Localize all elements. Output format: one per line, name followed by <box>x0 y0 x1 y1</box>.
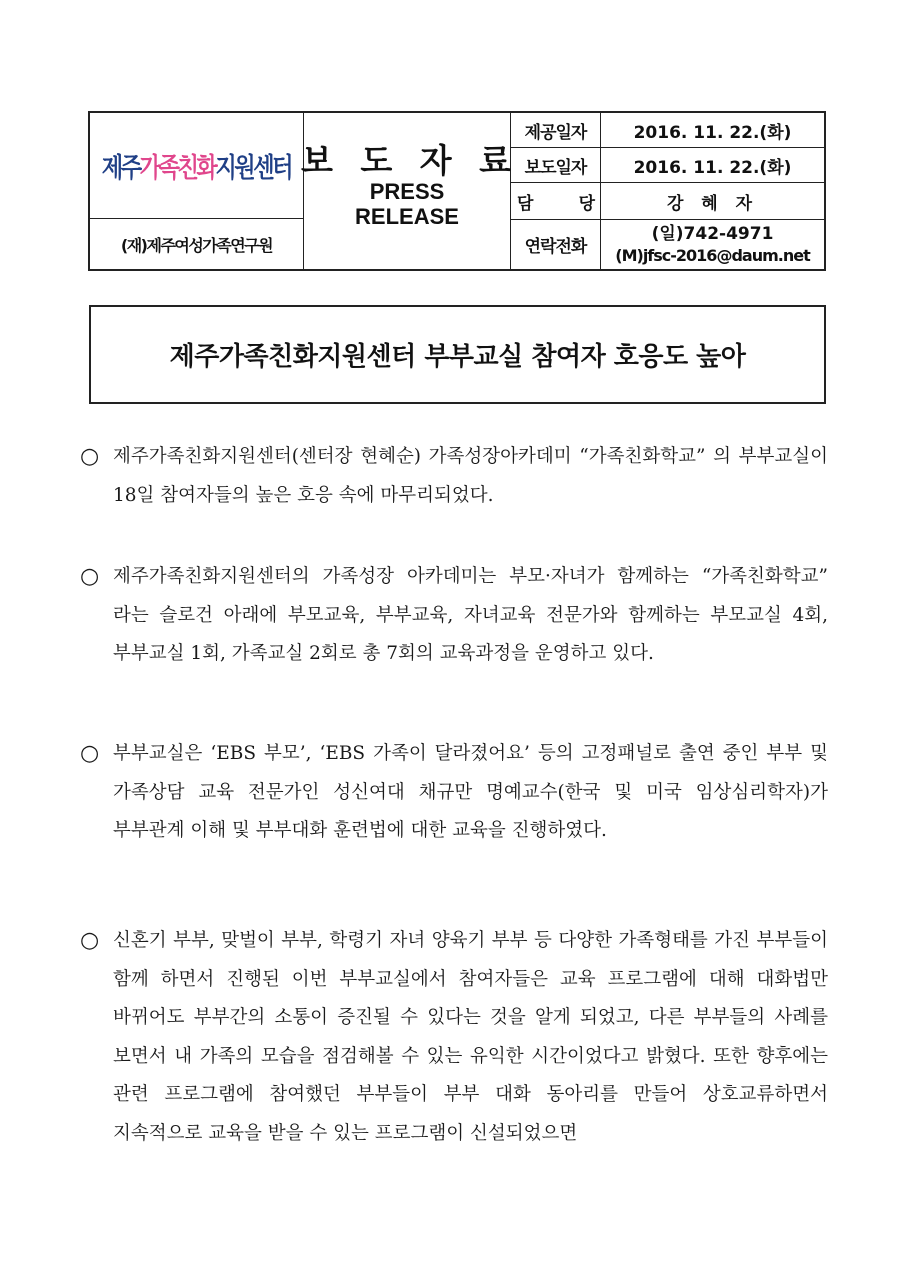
headline-box <box>89 305 826 404</box>
paragraph-3 <box>80 735 828 851</box>
phone-number: (일)742-4971 <box>651 223 774 244</box>
press-release-header-table <box>88 111 826 271</box>
organization-name: (재)제주여성가족연구원 <box>120 235 273 255</box>
headline: 제주가족친화지원센터 부부교실 참여자 호응도 높아 <box>169 342 746 372</box>
phone-label: 연락전화 <box>511 220 601 269</box>
paragraph-text: 부부교실은 ‘EBS 부모’, ‘EBS 가족이 달라졌어요’ 등의 고정패널로 출연 중인 부부 및 가족상담 교육 전문가인 성신여대 채규만 명예교수(한국 및 미국 임상심리학자)가 부부관계 이해 및 부부대화 훈련법에 대한 교육을 진행하였다. <box>113 743 828 841</box>
paragraph-text: 신혼기 부부, 맞벌이 부부, 학령기 자녀 양육기 부부 등 다양한 가족형태를 가진 부부들이 함께 하면서 진행된 이번 부부교실에서 참여자들은 교육 프로그램에 대해 대화법만 바뀌어도 부부간의 소통이 증진될 수 있다는 것을 알게 되었고, 다른 부부들의 사례를 보면서 내 가족의 모습을 점검해볼 수 있는 유익한 시간이었다고 밝혔다. 또한 향후에는 관련 프로그램에 참여했던 부부들이 부부 대화 동아리를 만들어 상호교류하면서 지속적으로 교육을 받을 수 있는 프로그램이 신설되었으면 <box>113 930 828 1144</box>
paragraph-1 <box>80 438 828 515</box>
provided-date-label: 제공일자 <box>511 113 601 148</box>
release-date-label: 보도일자 <box>511 148 601 183</box>
press-release-cell <box>301 113 519 269</box>
email-address[interactable]: (M)jfsc-2016@daum.net <box>615 245 810 265</box>
center-logo-cell <box>90 113 304 219</box>
center-logo <box>102 146 291 185</box>
contact-person-label <box>511 183 601 220</box>
circle-bullet-icon: ○ <box>80 928 100 953</box>
paragraph-4 <box>80 922 828 1153</box>
organization-cell <box>90 219 304 269</box>
contact-value <box>601 220 824 269</box>
circle-bullet-icon: ○ <box>80 741 100 766</box>
paragraph-2 <box>80 558 828 674</box>
press-release-korean: 보 도 자 료 <box>301 141 519 180</box>
press-release-english-2: RELEASE <box>355 204 459 229</box>
logo-part-family: 가족친화 <box>139 153 216 184</box>
circle-bullet-icon: ○ <box>80 564 100 589</box>
circle-bullet-icon: ○ <box>80 444 100 469</box>
press-release-english-1: PRESS <box>369 179 445 204</box>
contact-person-label-b: 당 <box>578 193 594 214</box>
provided-date-value: 2016. 11. 22.(화) <box>601 113 824 148</box>
logo-part-center: 지원센터 <box>215 153 292 184</box>
logo-part-jeju: 제주 <box>101 153 140 184</box>
paragraph-text: 제주가족친화지원센터(센터장 현혜순) 가족성장아카데미 “가족친화학교” 의 부부교실이 18일 참여자들의 높은 호응 속에 마무리되었다. <box>113 446 828 506</box>
contact-person-label-a: 담 <box>517 193 533 214</box>
paragraph-text: 제주가족친화지원센터의 가족성장 아카데미는 부모·자녀가 함께하는 “가족친화학교” 라는 슬로건 아래에 부모교육, 부부교육, 자녀교육 전문가와 함께하는 부모교실 4회, 부부교실 1회, 가족교실 2회로 총 7회의 교육과정을 운영하고 있다. <box>113 566 828 664</box>
contact-person-value: 강 혜 자 <box>601 183 824 220</box>
release-date-value: 2016. 11. 22.(화) <box>601 148 824 183</box>
